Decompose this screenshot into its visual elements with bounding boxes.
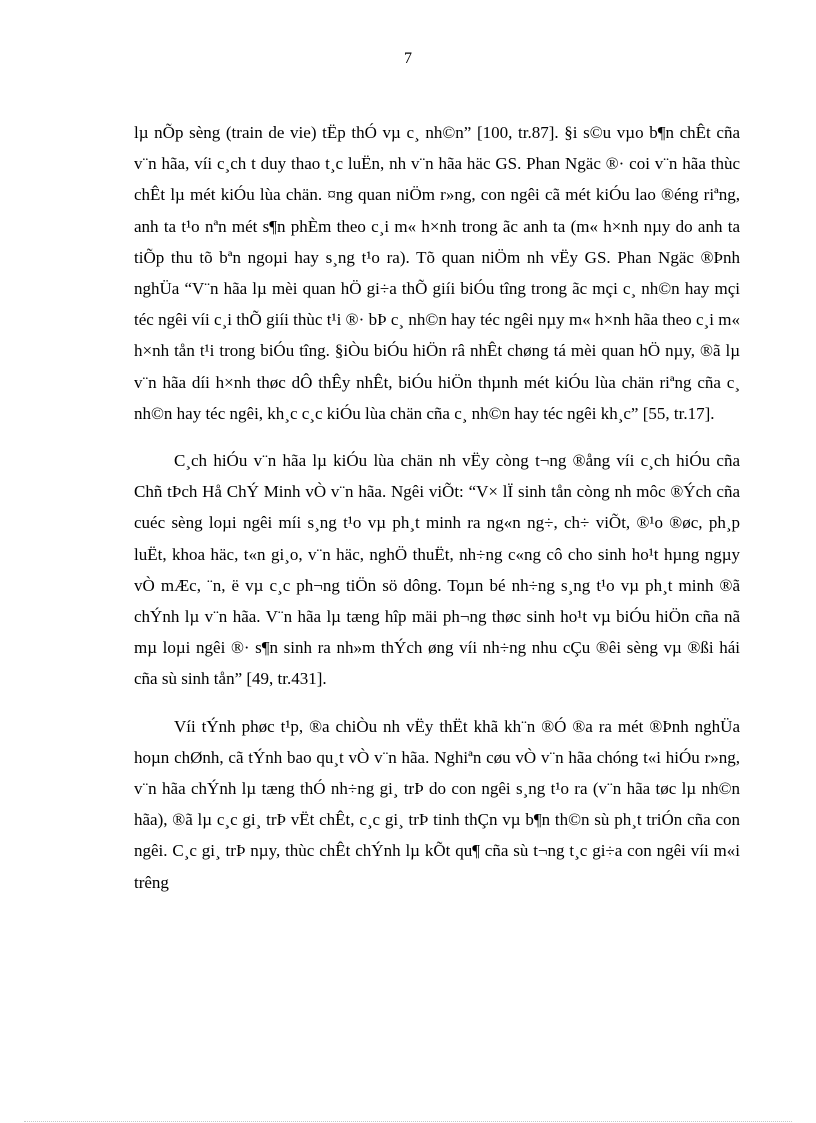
paragraph-2: C¸ch hiÓu v¨n hãa lµ kiÓu lùa chän nh vËy còng t¬ng ®ång víi c¸ch hiÓu cña Chñ tÞch Hå ChÝ Minh vÒ v¨n hãa. Ngêi viÕt: “V× lÏ sinh tån còng nh môc ®Ých cña cuéc sèng loµi ngêi míi s¸ng t¹o vµ ph¸t minh ra ng«n ng÷, ch÷ viÕt, ®¹o ®øc, ph¸p luËt, khoa häc, t«n gi¸o, v¨n häc, nghÖ thuËt, nh÷ng c«ng cô cho sinh ho¹t hµng ngµy vÒ mÆc, ¨n, ë vµ c¸c ph¬ng tiÖn sö dông. Toµn bé nh÷ng s¸ng t¹o vµ ph¸t minh ®ã chÝnh lµ v¨n hãa. V¨n hãa lµ tæng hîp mäi ph¬ng thøc sinh ho¹t vµ biÓu hiÖn cña nã mµ loµi ngêi ®· s¶n sinh ra nh»m thÝch øng víi nh÷ng nhu cÇu ®êi sèng vµ ®ßi hái cña sù sinh tån” [49, tr.431]. — [134, 451, 740, 689]
page-bottom-divider — [24, 1121, 792, 1122]
body-text — [134, 117, 740, 898]
page-number: 7 — [404, 50, 412, 67]
paragraph-1: lµ nÕp sèng (train de vie) tËp thÓ vµ c¸ nh©n” [100, tr.87]. §i s©u vµo b¶n chÊt cña v¨n hãa, víi c¸ch t duy thao t¸c luËn, nh v¨n hãa häc GS. Phan Ngäc ®· coi v¨n hãa thùc chÊt lµ mét kiÓu lùa chän. ¤ng quan niÖm r»ng, con ngêi cã mét kiÓu lao ®éng riªng, anh ta t¹o nªn mét s¶n phÈm theo c¸i m« h×nh trong ãc anh ta (m« h×nh nµy do anh ta tiÕp thu tõ bªn ngoµi hay s¸ng t¹o ra). Tõ quan niÖm nh vËy GS. Phan Ngäc ®Þnh nghÜa “V¨n hãa lµ mèi quan hÖ gi÷a thÕ giíi biÓu tîng trong ãc mçi c¸ nh©n hay mçi téc ngêi víi c¸i thÕ giíi thùc t¹i ®· bÞ c¸ nh©n hay téc ngêi nµy m« h×nh hãa theo c¸i m« h×nh tån t¹i trong biÓu tîng. §iÒu biÓu hiÖn râ nhÊt chøng tá mèi quan hÖ nµy, ®ã lµ v¨n hãa díi h×nh thøc dÔ thÊy nhÊt, biÓu hiÖn thµnh mét kiÓu lùa chän riªng cña c¸ nh©n hay téc ngêi, kh¸c c¸c kiÓu lùa chän cña c¸ nh©n hay téc ngêi kh¸c” [55, tr.17]. — [134, 123, 740, 423]
paragraph-3: Víi tÝnh phøc t¹p, ®a chiÒu nh vËy thËt khã kh¨n ®Ó ®a ra mét ®Þnh nghÜa hoµn chØnh, cã tÝnh bao qu¸t vÒ v¨n hãa. Nghiªn cøu vÒ v¨n hãa chóng t«i hiÓu r»ng, v¨n hãa chÝnh lµ tæng thÓ nh÷ng gi¸ trÞ do con ngêi s¸ng t¹o ra (v¨n hãa tøc lµ nh©n hãa), ®ã lµ c¸c gi¸ trÞ vËt chÊt, c¸c gi¸ trÞ tinh thÇn vµ b¶n th©n sù ph¸t triÓn cña con ngêi. C¸c gi¸ trÞ nµy, thùc chÊt chÝnh lµ kÕt qu¶ cña sù t¬ng t¸c gi÷a con ngêi víi m«i trêng — [134, 716, 740, 892]
